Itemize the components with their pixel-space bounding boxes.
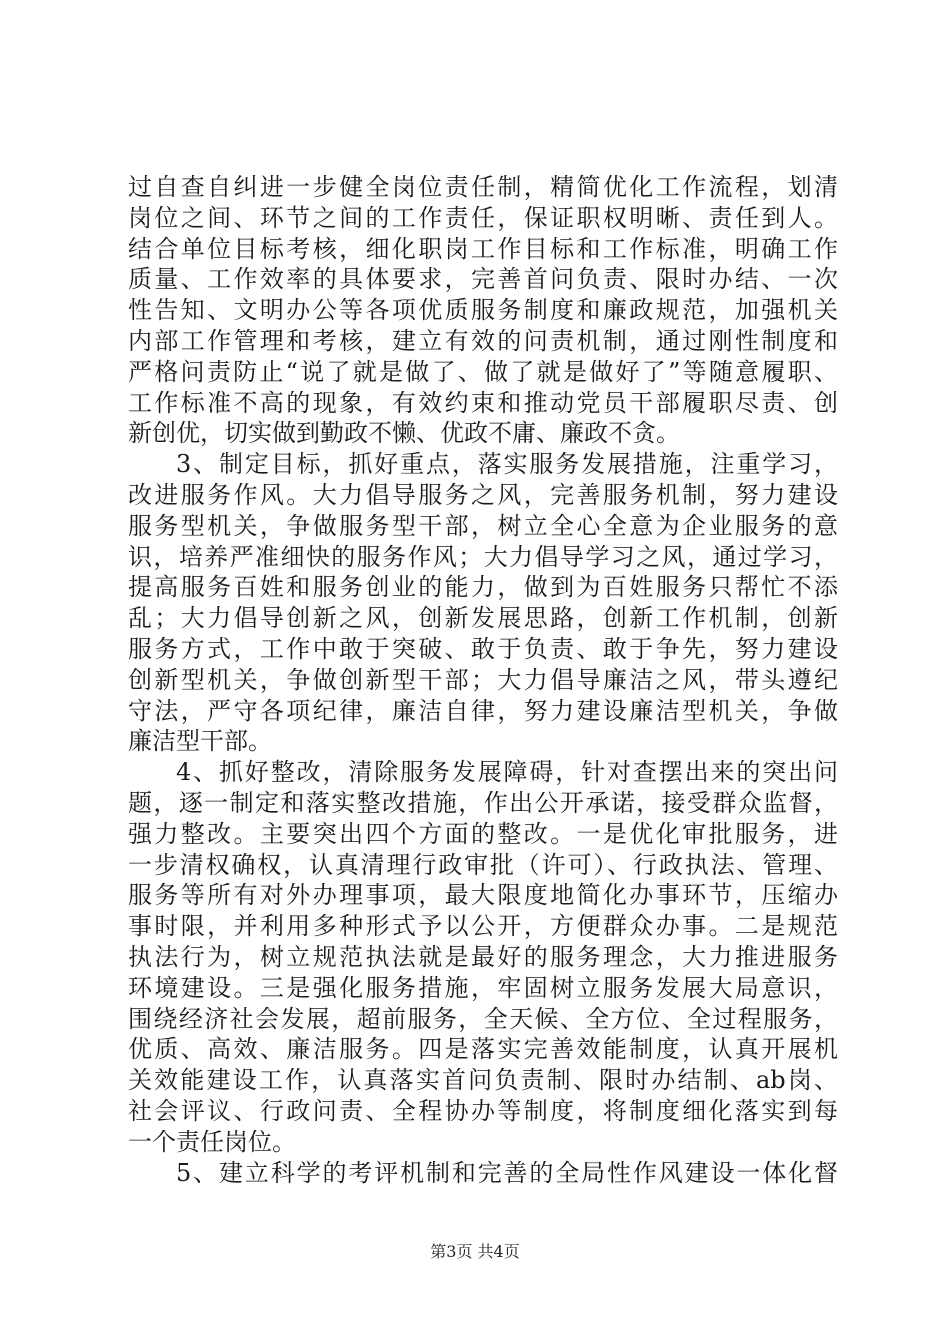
text-line: 服务方式，工作中敢于突破、敢于负责、敢于争先，努力建设 bbox=[128, 634, 838, 663]
text-line: 提高服务百姓和服务创业的能力，做到为百姓服务只帮忙不添 bbox=[128, 573, 838, 602]
paragraph-start-line: 4、抓好整改，清除服务发展障碍，针对查摆出来的突出问 bbox=[176, 758, 838, 787]
text-line: 新创优，切实做到勤政不懒、优政不庸、廉政不贪。 bbox=[128, 419, 680, 448]
text-line: 一步清权确权，认真清理行政审批（许可）、行政执法、管理、 bbox=[128, 850, 838, 879]
text-line: 关效能建设工作，认真落实首问负责制、限时办结制、ab岗、 bbox=[128, 1066, 838, 1095]
text-line: 一个责任岗位。 bbox=[128, 1127, 296, 1156]
text-line: 识，培养严准细快的服务作风；大力倡导学习之风，通过学习， bbox=[128, 542, 838, 571]
text-line: 服务等所有对外办理事项，最大限度地简化办事环节，压缩办 bbox=[128, 881, 838, 910]
text-line: 改进服务作风。大力倡导服务之风，完善服务机制，努力建设 bbox=[128, 480, 838, 509]
text-line: 环境建设。三是强化服务措施，牢固树立服务发展大局意识， bbox=[128, 973, 838, 1002]
text-line: 性告知、文明办公等各项优质服务制度和廉政规范，加强机关 bbox=[128, 296, 838, 325]
paragraph-start-line: 3、制定目标，抓好重点，落实服务发展措施，注重学习， bbox=[176, 450, 838, 479]
text-line: 优质、高效、廉洁服务。四是落实完善效能制度，认真开展机 bbox=[128, 1035, 838, 1064]
text-line: 创新型机关，争做创新型干部；大力倡导廉洁之风，带头遵纪 bbox=[128, 665, 838, 694]
text-line: 题，逐一制定和落实整改措施，作出公开承诺，接受群众监督， bbox=[128, 788, 838, 817]
text-line: 岗位之间、环节之间的工作责任，保证职权明晰、责任到人。 bbox=[128, 203, 838, 232]
text-line: 社会评议、行政问责、全程协办等制度，将制度细化落实到每 bbox=[128, 1096, 838, 1125]
text-line: 乱；大力倡导创新之风，创新发展思路，创新工作机制，创新 bbox=[128, 604, 838, 633]
text-line: 内部工作管理和考核，建立有效的问责机制，通过刚性制度和 bbox=[128, 326, 838, 355]
text-line: 工作标准不高的现象，有效约束和推动党员干部履职尽责、创 bbox=[128, 388, 838, 417]
text-line: 严格问责防止“说了就是做了、做了就是做好了”等随意履职、 bbox=[128, 357, 838, 386]
text-line: 服务型机关，争做服务型干部，树立全心全意为企业服务的意 bbox=[128, 511, 838, 540]
text-line: 质量、工作效率的具体要求，完善首问负责、限时办结、一次 bbox=[128, 265, 838, 294]
page-footer: 第3页 共4页 bbox=[430, 1242, 520, 1261]
text-line: 过自查自纠进一步健全岗位责任制，精简优化工作流程，划清 bbox=[128, 173, 838, 201]
document-body bbox=[128, 172, 838, 1188]
text-line: 执法行为，树立规范执法就是最好的服务理念，大力推进服务 bbox=[128, 942, 838, 971]
text-line: 廉洁型干部。 bbox=[128, 727, 272, 756]
text-line: 守法，严守各项纪律，廉洁自律，努力建设廉洁型机关，争做 bbox=[128, 696, 838, 725]
text-line: 事时限，并利用多种形式予以公开，方便群众办事。二是规范 bbox=[128, 912, 838, 941]
text-line: 强力整改。主要突出四个方面的整改。一是优化审批服务，进 bbox=[128, 819, 838, 848]
text-line: 围绕经济社会发展，超前服务，全天候、全方位、全过程服务， bbox=[128, 1004, 838, 1033]
text-line: 结合单位目标考核，细化职岗工作目标和工作标准，明确工作 bbox=[128, 234, 838, 263]
paragraph-start-line: 5、建立科学的考评机制和完善的全局性作风建设一体化督 bbox=[176, 1158, 838, 1187]
